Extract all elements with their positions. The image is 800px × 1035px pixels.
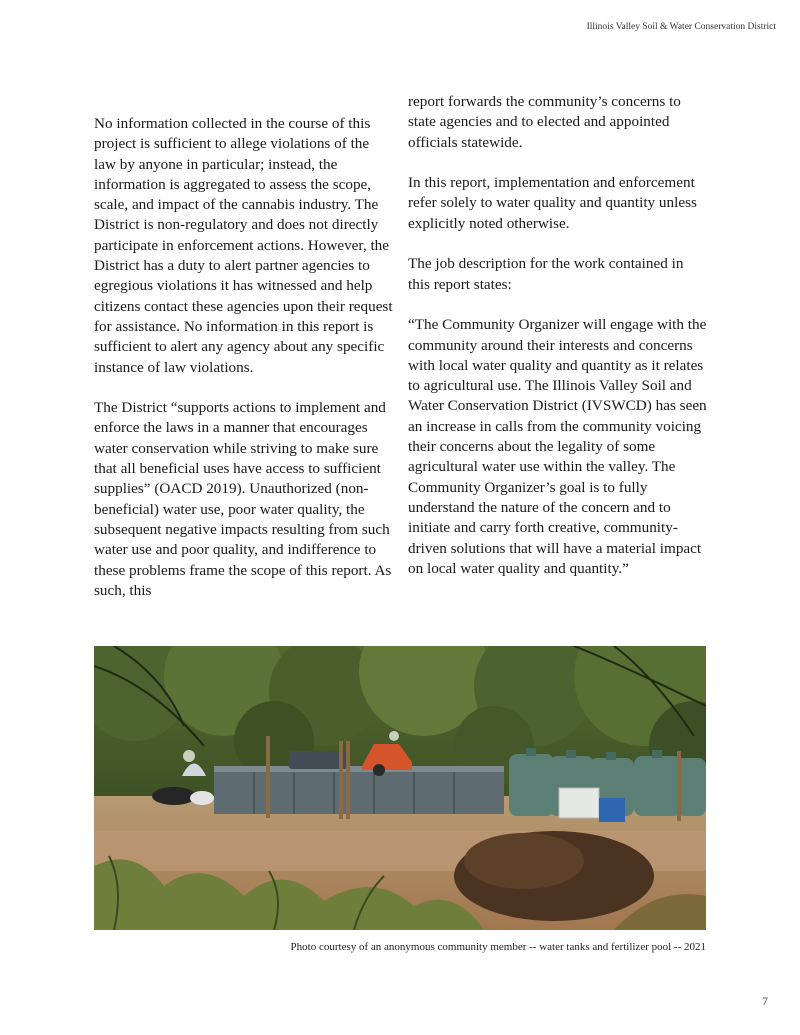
left-column	[94, 114, 394, 621]
photo-caption: Photo courtesy of an anonymous community member -- water tanks and fertilizer pool -- 2021	[290, 941, 706, 953]
quoted-job-description: “The Community Organizer will engage with the community around their interests and concerns with local water quality and quantity as it relates to agricultural use. The Illinois Valley Soil and Water Conservation District (IVSWCD) has seen an increase in calls from the community voicing their concerns about the legality of some agricultural water use within the valley. The Community Organizer’s goal is to fully understand the nature of the concern and to initiate and carry forth creative, community-driven solutions that will have a material impact on local water quality and quantity.”	[408, 316, 707, 577]
right-column	[408, 92, 708, 599]
body-paragraph: In this report, implementation and enforcement refer solely to water quality and quantity unless explicitly noted otherwise.	[408, 174, 697, 232]
body-paragraph: The job description for the work contained in this report states:	[408, 255, 684, 293]
running-header: Illinois Valley Soil & Water Conservation District	[586, 22, 776, 32]
body-paragraph: report forwards the community’s concerns to state agencies and to elected and appointed officials statewide.	[408, 93, 681, 151]
page-number: 7	[762, 994, 768, 1008]
site-photo	[94, 646, 706, 930]
body-paragraph: No information collected in the course of this project is sufficient to allege violations of the law by anyone in particular; instead, the information is aggregated to assess the scope, scale, and impact of the cannabis industry. The District is non-regulatory and does not directly participate in enforcement actions. However, the District has a duty to alert partner agencies to egregious violations it has witnessed and help citizens contact these agencies upon their request for assistance. No information in this report is sufficient to alert any agency about any specific instance of law violations.	[94, 115, 393, 376]
body-paragraph: The District “supports actions to implement and enforce the laws in a manner that encourages water conservation while striving to make sure that all beneficial uses have access to sufficient supplies” (OACD 2019). Unauthorized (non-beneficial) water use, poor water quality, the subsequent negative impacts resulting from such water use and poor quality, and indifference to these problems frame the scope of this report. As such, this	[94, 399, 392, 599]
